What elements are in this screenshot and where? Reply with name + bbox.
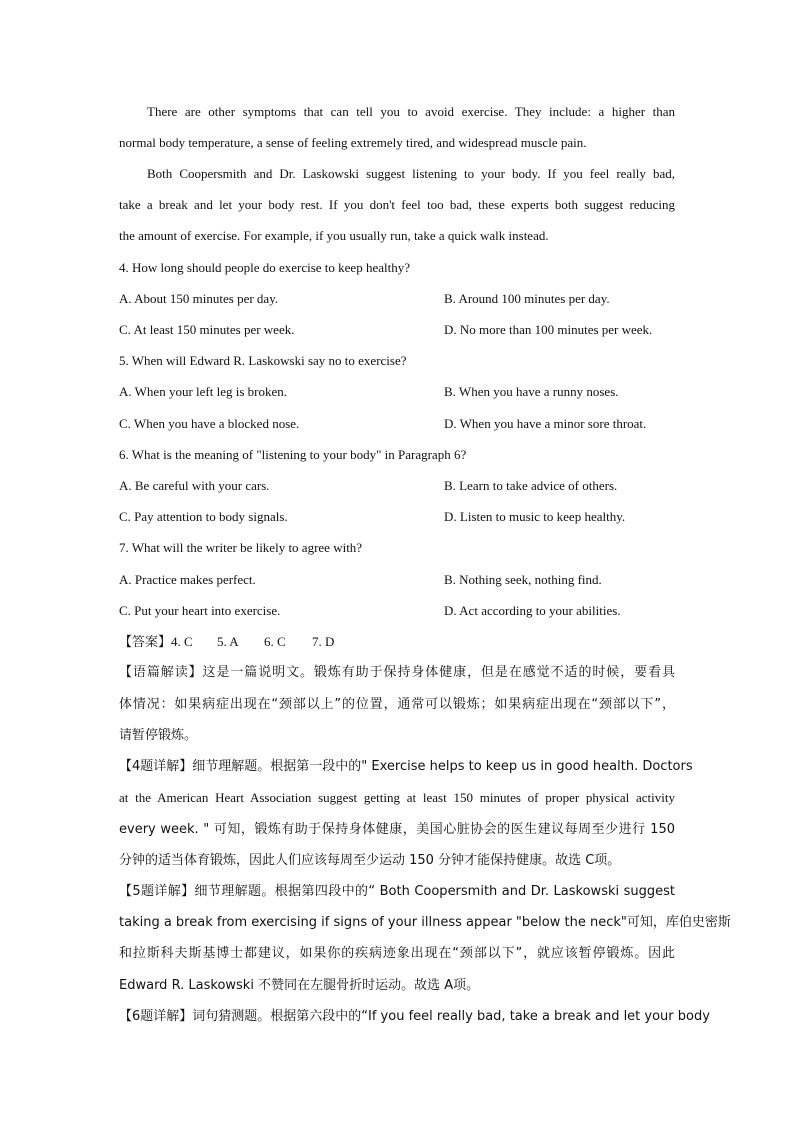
question-4-option-b: B. Around 100 minutes per day.: [444, 291, 610, 306]
answer-6: 6. C: [264, 634, 286, 649]
passage-paragraph-2-line-2: take a break and let your body rest. If you don't feel too bad, these experts both suggest reducing: [119, 197, 675, 212]
question-5-option-a: A. When your left leg is broken.: [119, 384, 287, 399]
passage-paragraph-2-line-1: Both Coopersmith and Dr. Laskowski suggest listening to your body. If you feel really bad,: [147, 166, 675, 181]
reading-analysis-line-2: 体情况：如果病症出现在“颈部以上”的位置，通常可以锻炼；如果病症出现在“颈部以下”，: [119, 697, 675, 712]
question-4-option-a: A. About 150 minutes per day.: [119, 291, 279, 306]
question-6-option-c: C. Pay attention to body signals.: [119, 509, 288, 524]
passage-paragraph-1-line-1: There are other symptoms that can tell you to avoid exercise. They include: a higher than: [147, 104, 675, 119]
explanation-4-line-1: 【4题详解】细节理解题。根据第一段中的" Exercise helps to keep us in good health. Doctors: [119, 759, 693, 774]
explanation-5-line-4: Edward R. Laskowski 不赞同在左腿骨折时运动。故选 A项。: [119, 978, 480, 993]
question-7-option-d: D. Act according to your abilities.: [444, 603, 621, 618]
question-6-option-d: D. Listen to music to keep healthy.: [444, 509, 626, 524]
explanation-4-line-4: 分钟的适当体育锻炼，因此人们应该每周至少运动 150 分钟才能保持健康。故选 C项。: [119, 853, 621, 868]
question-6-option-a: A. Be careful with your cars.: [119, 478, 270, 493]
question-7-option-c: C. Put your heart into exercise.: [119, 603, 281, 618]
question-5-option-c: C. When you have a blocked nose.: [119, 416, 300, 431]
explanation-5-line-2: taking a break from exercising if signs of your illness appear "below the neck"可知，库伯史密斯: [119, 915, 731, 930]
explanation-4-line-3: every week. " 可知，锻炼有助于保持身体健康，美国心脏协会的医生建议每周至少进行 150: [119, 822, 675, 837]
passage-paragraph-1-line-2: normal body temperature, a sense of feeling extremely tired, and widespread muscle pain.: [119, 135, 587, 150]
question-7-option-a: A. Practice makes perfect.: [119, 572, 256, 587]
answer-7: 7. D: [312, 634, 335, 649]
answer-key-label: 【答案】: [119, 635, 172, 650]
passage-paragraph-2-line-3: the amount of exercise. For example, if you usually run, take a quick walk instead.: [119, 228, 549, 243]
reading-analysis-line-1: 【语篇解读】这是一篇说明文。锻炼有助于保持身体健康，但是在感觉不适的时候，要看具: [119, 665, 675, 680]
question-4-option-d: D. No more than 100 minutes per week.: [444, 322, 653, 337]
explanation-5-line-1: 【5题详解】细节理解题。根据第四段中的“ Both Coopersmith and Dr. Laskowski suggest: [119, 884, 675, 899]
question-5-option-d: D. When you have a minor sore throat.: [444, 416, 647, 431]
answer-5: 5. A: [217, 634, 239, 649]
reading-analysis-line-3: 请暂停锻炼。: [119, 728, 198, 743]
question-5-option-b: B. When you have a runny noses.: [444, 384, 619, 399]
explanation-4-line-2: at the American Heart Association suggest getting at least 150 minutes of proper physical activity: [119, 790, 675, 805]
explanation-6-line-1: 【6题详解】词句猜测题。根据第六段中的“If you feel really bad, take a break and let your body: [119, 1009, 710, 1024]
question-4-stem: 4. How long should people do exercise to keep healthy?: [119, 260, 410, 275]
question-7-option-b: B. Nothing seek, nothing find.: [444, 572, 602, 587]
question-7-stem: 7. What will the writer be likely to agree with?: [119, 540, 363, 555]
question-4-option-c: C. At least 150 minutes per week.: [119, 322, 295, 337]
explanation-5-line-3: 和拉斯科夫斯基博士都建议，如果你的疾病迹象出现在“颈部以下”，就应该暂停锻炼。因此: [119, 946, 675, 961]
question-5-stem: 5. When will Edward R. Laskowski say no to exercise?: [119, 353, 407, 368]
question-6-stem: 6. What is the meaning of "listening to your body" in Paragraph 6?: [119, 447, 467, 462]
question-6-option-b: B. Learn to take advice of others.: [444, 478, 618, 493]
answer-key: [119, 633, 675, 652]
answer-4: 4. C: [171, 634, 193, 649]
